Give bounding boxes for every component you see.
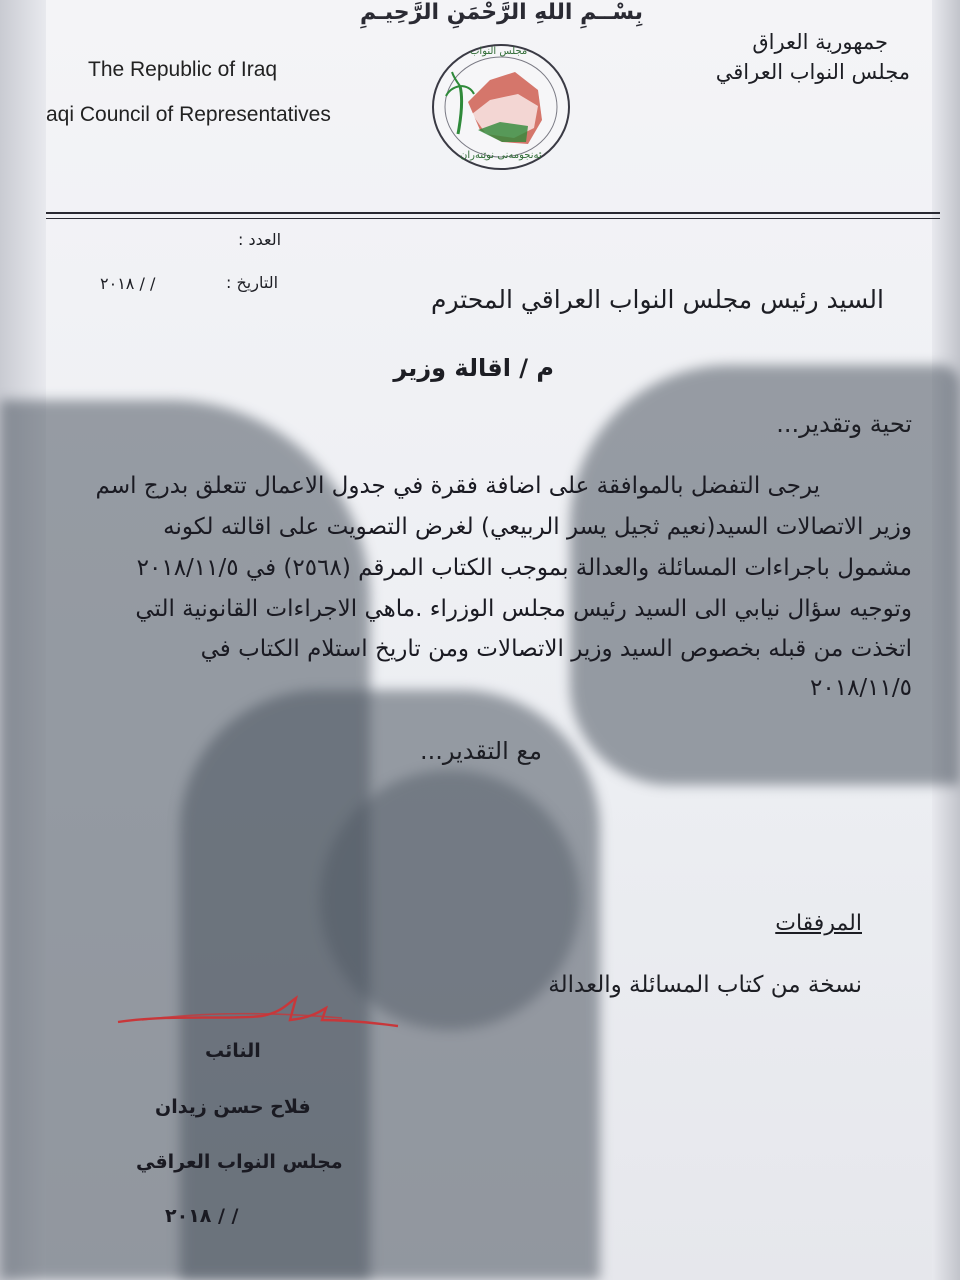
header-en-line1: The Republic of Iraq [88,58,278,81]
attachments-label: المرفقات [775,911,862,936]
header-divider [46,212,940,214]
header-en-line2: aqi Council of Representatives [46,103,331,126]
body-line-2: وزير الاتصالات السيد(نعيم ثجيل يسر الربيعي) لغرض التصويت على اقالته لكونه [163,514,912,540]
subject: م / اقالة وزير [393,354,554,382]
seal-bottom-text: ئەنجومەنی نوێنەران [460,150,542,161]
greeting: تحية وتقدير... [776,410,912,438]
body-line-1: يرجى التفضل بالموافقة على اضافة فقرة في جدول الاعمال تتعلق بدرج اسم [95,473,820,499]
body-line-3: مشمول باجراءات المسائلة والعدالة بموجب الكتاب المرقم (٢٥٦٨) في ٢٠١٨/١١/٥ [136,555,912,581]
basmala: بِسْــمِ اللهِ الرَّحْمَنِ الرَّحِيـمِ [360,0,644,25]
seal-top-text: مجلس النواب [470,46,528,57]
header-ar-line2: مجلس النواب العراقي [715,60,910,84]
header-divider-thin [46,218,940,219]
number-label: العدد : [238,230,282,249]
date-label: التاريخ : [226,273,279,292]
body-line-6: ٢٠١٨/١١/٥ [810,675,912,701]
signer-org: مجلس النواب العراقي [136,1151,343,1173]
signer-date: / / ٢٠١٨ [165,1205,239,1227]
handwritten-signature [112,990,402,1035]
body-line-4: وتوجيه سؤال نيابي الى السيد رئيس مجلس الوزراء .ماهي الاجراءات القانونية التي [135,596,912,622]
signer-title: النائب [205,1040,261,1062]
date-value: / / ٢٠١٨ [100,274,156,293]
body-line-5: اتخذت من قبله بخصوص السيد وزير الاتصالات ومن تاريخ استلام الكتاب في [200,636,912,662]
attachments-item: نسخة من كتاب المسائلة والعدالة [548,972,862,998]
addressee: السيد رئيس مجلس النواب العراقي المحترم [430,285,884,314]
signer-name: فلاح حسن زيدان [155,1096,311,1118]
header-ar-line1: جمهورية العراق [752,30,888,54]
closing: مع التقدير... [419,737,542,765]
